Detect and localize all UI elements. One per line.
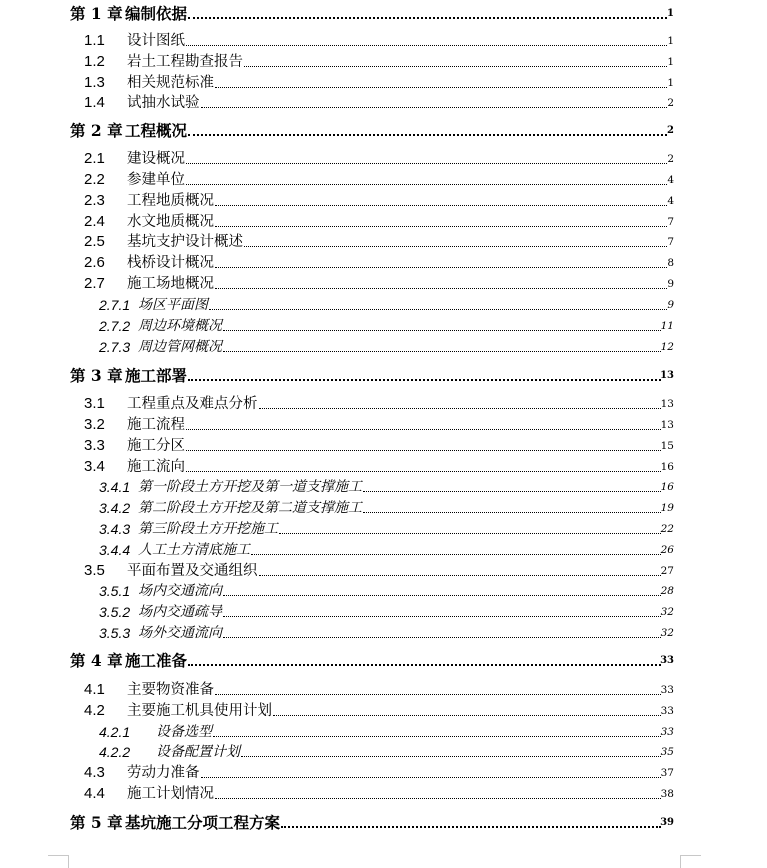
toc-entry-title: 设备配置计划 (156, 744, 240, 760)
page-corner-mark-left (48, 855, 69, 868)
toc-page-number: 13 (660, 370, 674, 381)
toc-entry-title: 施工计划情况 (127, 786, 214, 802)
toc-entry-number: 3.4 (84, 458, 105, 475)
toc-dot-leader (244, 246, 667, 247)
toc-page-number: 13 (660, 398, 674, 410)
toc-entry-title: 试抽水试验 (127, 95, 200, 111)
toc-page-number: 33 (660, 726, 674, 738)
toc-page-number: 33 (660, 684, 674, 696)
toc-entry-title: 工程概况 (125, 121, 188, 140)
toc-entry-number: 1.1 (84, 32, 105, 49)
toc-page-number: 11 (660, 320, 674, 332)
toc-page-number: 27 (660, 565, 674, 577)
toc-page-number: 39 (660, 817, 674, 828)
toc-entry-title: 设计图纸 (127, 33, 185, 49)
toc-dot-leader (215, 226, 667, 227)
toc-entry-number: 3.3 (84, 437, 105, 454)
toc-dot-leader (215, 205, 667, 206)
toc-page-number: 7 (667, 216, 674, 228)
toc-page-number: 4 (667, 195, 674, 207)
toc-dot-leader (241, 756, 661, 757)
toc-entry[interactable] (0, 295, 767, 315)
toc-entry-number: 1.3 (84, 74, 105, 91)
toc-entry[interactable] (0, 581, 767, 601)
toc-dot-leader (259, 408, 661, 409)
toc-entry[interactable] (0, 602, 767, 622)
toc-entry-number: 4.3 (84, 764, 105, 781)
toc-entry-number: 第 5 章 (70, 813, 123, 832)
toc-entry-number: 4.1 (84, 681, 105, 698)
toc-entry[interactable] (0, 742, 767, 762)
toc-chapter-entry[interactable] (0, 813, 767, 833)
toc-chapter-entry[interactable] (0, 4, 767, 24)
toc-dot-leader (273, 715, 661, 716)
toc-entry-number: 3.4.1 (99, 479, 131, 495)
toc-entry[interactable] (0, 457, 767, 477)
toc-entry[interactable] (0, 722, 767, 742)
toc-entry[interactable] (0, 93, 767, 113)
toc-entry-title: 施工分区 (127, 438, 185, 454)
toc-dot-leader (188, 134, 667, 136)
toc-entry-number: 4.4 (84, 785, 105, 802)
toc-dot-leader (223, 351, 661, 352)
toc-entry-number: 4.2.1 (99, 724, 131, 740)
toc-page-number: 1 (667, 35, 674, 47)
toc-dot-leader (363, 512, 661, 513)
toc-page-number: 2 (667, 153, 674, 165)
toc-page-number: 26 (660, 544, 674, 556)
toc-page-number: 28 (660, 585, 674, 597)
toc-page-number: 7 (667, 236, 674, 248)
toc-entry[interactable] (0, 337, 767, 357)
toc-page-number: 1 (667, 8, 674, 19)
toc-entry[interactable] (0, 540, 767, 560)
toc-page-number: 22 (660, 523, 674, 535)
toc-dot-leader (251, 554, 661, 555)
toc-entry-number: 1.4 (84, 94, 105, 111)
toc-dot-leader (215, 87, 667, 88)
toc-entry-title: 栈桥设计概况 (127, 255, 214, 271)
toc-entry-title: 周边管网概况 (138, 339, 222, 355)
toc-dot-leader (223, 330, 661, 331)
toc-entry-title: 建设概况 (127, 151, 185, 167)
toc-page-number: 32 (660, 627, 674, 639)
toc-entry[interactable] (0, 415, 767, 435)
toc-entry[interactable] (0, 31, 767, 51)
toc-entry[interactable] (0, 701, 767, 721)
toc-entry-number: 2.2 (84, 171, 105, 188)
toc-entry-title: 施工准备 (125, 651, 188, 670)
toc-entry-title: 施工部署 (125, 366, 188, 385)
toc-dot-leader (186, 45, 667, 46)
toc-entry[interactable] (0, 191, 767, 211)
toc-page-number: 19 (660, 502, 674, 514)
toc-entry-title: 人工土方清底施工 (138, 542, 250, 558)
toc-entry-number: 2.5 (84, 233, 105, 250)
toc-entry-title: 相关规范标准 (127, 75, 214, 91)
toc-page-number: 38 (660, 788, 674, 800)
toc-page-number: 13 (660, 419, 674, 431)
toc-page-number: 33 (660, 705, 674, 717)
toc-entry-title: 基坑施工分项工程方案 (125, 813, 281, 832)
toc-entry-title: 第一阶段土方开挖及第一道支撑施工 (138, 479, 362, 495)
toc-page-number: 9 (667, 278, 674, 290)
toc-entry-number: 3.1 (84, 395, 105, 412)
toc-dot-leader (188, 379, 661, 381)
toc-page-number: 1 (667, 77, 674, 89)
toc-entry-title: 岩土工程勘查报告 (127, 54, 243, 70)
toc-page-number: 1 (667, 56, 674, 68)
toc-entry-number: 2.1 (84, 150, 105, 167)
toc-dot-leader (201, 107, 667, 108)
toc-page-number: 16 (660, 461, 674, 473)
toc-dot-leader (259, 575, 661, 576)
toc-dot-leader (201, 777, 661, 778)
toc-entry[interactable] (0, 232, 767, 252)
toc-dot-leader (279, 533, 661, 534)
toc-entry-number: 2.4 (84, 213, 105, 230)
toc-entry[interactable] (0, 274, 767, 294)
toc-entry-title: 第三阶段土方开挖施工 (138, 521, 278, 537)
toc-entry-number: 3.5 (84, 562, 105, 579)
toc-dot-leader (186, 429, 661, 430)
toc-entry[interactable] (0, 316, 767, 336)
toc-dot-leader (223, 616, 661, 617)
toc-entry[interactable] (0, 212, 767, 232)
toc-page-number: 16 (660, 481, 674, 493)
toc-entry[interactable] (0, 394, 767, 414)
toc-dot-leader (186, 471, 661, 472)
toc-entry[interactable] (0, 149, 767, 169)
toc-entry[interactable] (0, 623, 767, 643)
toc-entry-title: 基坑支护设计概述 (127, 234, 243, 250)
toc-dot-leader (186, 163, 667, 164)
toc-dot-leader (186, 450, 661, 451)
toc-entry-title: 水文地质概况 (127, 214, 214, 230)
toc-entry-number: 2.6 (84, 254, 105, 271)
toc-entry-title: 周边环境概况 (138, 318, 222, 334)
toc-entry[interactable] (0, 519, 767, 539)
toc-entry-title: 平面布置及交通组织 (127, 563, 258, 579)
toc-dot-leader (244, 66, 667, 67)
toc-entry-title: 参建单位 (127, 172, 185, 188)
toc-entry[interactable] (0, 763, 767, 783)
toc-entry-number: 1.2 (84, 53, 105, 70)
toc-page-number: 8 (667, 257, 674, 269)
toc-entry[interactable] (0, 436, 767, 456)
toc-chapter-entry[interactable] (0, 651, 767, 671)
toc-entry-title: 主要物资准备 (127, 682, 214, 698)
toc-page-number: 33 (660, 655, 674, 666)
toc-entry[interactable] (0, 784, 767, 804)
toc-entry-title: 第二阶段土方开挖及第二道支撑施工 (138, 500, 362, 516)
toc-entry-title: 设备选型 (156, 724, 212, 740)
toc-dot-leader (188, 664, 661, 666)
toc-entry-title: 场内交通疏导 (138, 604, 222, 620)
toc-entry-number: 第 1 章 (70, 4, 123, 23)
toc-entry-number: 3.4.2 (99, 500, 131, 516)
toc-page-number: 12 (660, 341, 674, 353)
toc-dot-leader (188, 17, 667, 19)
toc-page-number: 2 (667, 97, 674, 109)
toc-page-number: 35 (660, 746, 674, 758)
toc-entry-number: 3.5.1 (99, 583, 131, 599)
toc-entry-title: 劳动力准备 (127, 765, 200, 781)
toc-entry-number: 2.7.3 (99, 339, 131, 355)
toc-entry-number: 4.2.2 (99, 744, 131, 760)
toc-chapter-entry[interactable] (0, 121, 767, 141)
toc-entry-number: 第 2 章 (70, 121, 123, 140)
toc-entry[interactable] (0, 680, 767, 700)
toc-entry-number: 2.3 (84, 192, 105, 209)
toc-entry-title: 场内交通流向 (138, 583, 222, 599)
toc-dot-leader (215, 694, 661, 695)
toc-dot-leader (186, 184, 667, 185)
toc-entry-number: 第 3 章 (70, 366, 123, 385)
toc-entry[interactable] (0, 477, 767, 497)
toc-entry[interactable] (0, 498, 767, 518)
toc-page-number: 32 (660, 606, 674, 618)
toc-page-number: 15 (660, 440, 674, 452)
toc-entry-title: 施工场地概况 (127, 276, 214, 292)
toc-page-number: 2 (667, 125, 674, 136)
toc-dot-leader (213, 736, 661, 737)
toc-entry-title: 主要施工机具使用计划 (127, 703, 272, 719)
toc-entry[interactable] (0, 253, 767, 273)
toc-page-number: 4 (667, 174, 674, 186)
toc-entry[interactable] (0, 52, 767, 72)
toc-entry-title: 场外交通流向 (138, 625, 222, 641)
toc-entry-number: 3.5.2 (99, 604, 131, 620)
toc-dot-leader (363, 491, 661, 492)
toc-dot-leader (223, 595, 661, 596)
toc-chapter-entry[interactable] (0, 366, 767, 386)
toc-entry-number: 3.4.3 (99, 521, 131, 537)
toc-entry-number: 2.7 (84, 275, 105, 292)
toc-entry-number: 4.2 (84, 702, 105, 719)
toc-entry-title: 编制依据 (125, 4, 188, 23)
page-corner-mark-right (680, 855, 701, 868)
toc-entry[interactable] (0, 170, 767, 190)
toc-dot-leader (281, 826, 661, 828)
toc-page-number: 37 (660, 767, 674, 779)
toc-entry-title: 施工流向 (127, 459, 185, 475)
toc-dot-leader (215, 798, 661, 799)
toc-entry-number: 3.5.3 (99, 625, 131, 641)
toc-entry-title: 施工流程 (127, 417, 185, 433)
toc-page-number: 9 (667, 299, 674, 311)
toc-entry-number: 3.4.4 (99, 542, 131, 558)
toc-entry[interactable] (0, 561, 767, 581)
toc-entry-number: 3.2 (84, 416, 105, 433)
toc-dot-leader (215, 288, 667, 289)
toc-entry-title: 场区平面图 (138, 297, 208, 313)
toc-entry-title: 工程重点及难点分析 (127, 396, 258, 412)
toc-entry[interactable] (0, 73, 767, 93)
toc-dot-leader (209, 309, 667, 310)
toc-entry-title: 工程地质概况 (127, 193, 214, 209)
toc-entry-number: 第 4 章 (70, 651, 123, 670)
toc-entry-number: 2.7.1 (99, 297, 131, 313)
toc-entry-number: 2.7.2 (99, 318, 131, 334)
toc-dot-leader (223, 637, 661, 638)
toc-dot-leader (215, 267, 667, 268)
